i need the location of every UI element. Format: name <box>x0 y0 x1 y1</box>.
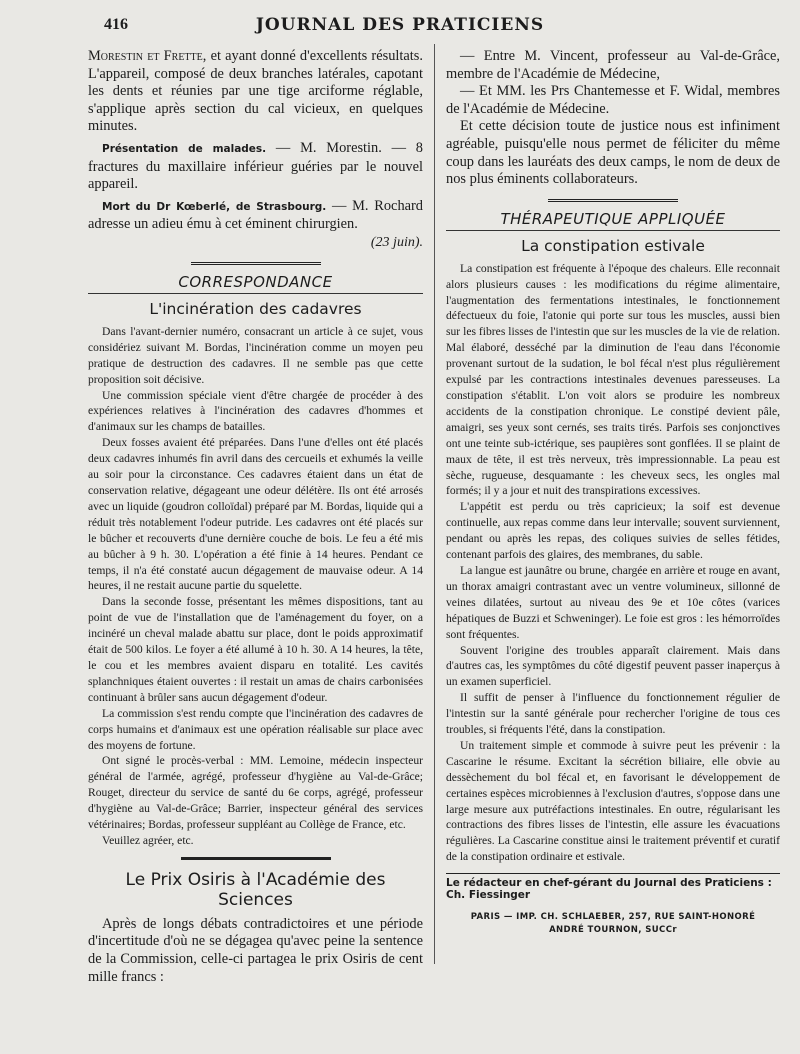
section-rule-osiris <box>181 857 331 860</box>
printer-imprint <box>446 911 780 937</box>
presentation-paragraph <box>88 140 423 194</box>
section-rule <box>548 199 678 204</box>
paragraph: Souvent l'origine des troubles apparaît clairement. Mais dans d'autres cas, les symptômes du côté digestif peuvent passer inaperçus à un examen superficiel. <box>446 643 780 689</box>
section-underline <box>446 230 780 231</box>
section-title-correspondance: CORRESPONDANCE <box>178 272 333 291</box>
osiris-continuation-2: — Et MM. les Prs Chantemesse et F. Widal, membres de l'Académie de Médecine. <box>446 83 780 117</box>
osiris-continuation-1: — Entre M. Vincent, professeur au Val-de-Grâce, membre de l'Académie de Médecine, <box>446 48 780 82</box>
date-signed: (23 juin). <box>370 234 423 250</box>
article-title-incineration: L'incinération des cadavres <box>149 299 362 318</box>
editor-credit: Le rédacteur en chef-gérant du Journal des Praticiens : Ch. Fiessinger <box>446 873 780 901</box>
paragraph: Dans la seconde fosse, présentant les mêmes dispositions, tant au point de vue de l'installation que de l'aménagement du foyer, on a incinéré un cheval malade abattu sur place, dont le poids approximatif était de 500 kilos. Le foyer a été allumé à 10 h. 30. A 14 heures, la tête, le cou et les membres avaient disparu en totalité. Les cavités splanchniques étaient ouvertes : il restait un amas de chairs carbonisées continuant à brûler sans aucun dégagement d'odeur. <box>88 595 423 704</box>
printer-line-1: PARIS — IMP. CH. SCHLAEBER, 257, RUE SAINT-HONORÉ <box>470 912 756 923</box>
paragraph: Il suffit de penser à l'influence du fonctionnement régulier de l'intestin sur la santé générale pour rechercher l'origine de tous ces troubles, si fréquents l'été, dans la constipation. <box>446 691 780 737</box>
section-title-therapeutique: THÉRAPEUTIQUE APPLIQUÉE <box>500 209 726 228</box>
paragraph: Deux fosses avaient été préparées. Dans l'une d'elles ont été placés deux cadavres inhumés fin avril dans des cercueils et exhumés la veille au soir pour la circonstance. Ces cadavres étaient dans un état de conservation relative, dégageant une odeur délétère. Ils ont été arrosés avec un liquide (goudron colloïdal) préparé par M. Bordas, liquide qui a réduit très notablement l'odeur putride. Les cadavres ont été placés sur le bûcher et recouverts d'une dernière couche de bois. Le feu a été mis au bûcher à 9 h. 30. L'opération a été finie à 14 heures. Pendant ce temps, il n'a été constaté aucun dégagement de mauvaise odeur. A 14 heures, il ne restait aucune partie du squelette. <box>88 436 423 593</box>
article-title-osiris: Le Prix Osiris à l'Académie des Sciences <box>125 869 386 910</box>
paragraph: La constipation est fréquente à l'époque des chaleurs. Elle reconnait alors plusieurs causes : les modifications du régime alimentaire, l'augmentation des fermentations intestinales, le fonctionnement défectueux du foie, l'atonie qui porte sur tous les muscles, aussi bien sur les fibres lisses de l'intestin que sur les muscles de la vie de relation. Mal élaboré, desséché par la diminution de l'eau dans l'économie provenant surtout de la sudation, le bol fécal n'est plus régulièrement expulsé par les contractions intestinales devenues paresseuses. La constipation s'établit. L'on voit alors se produire les nombreux accidents de la constipation chronique. Le constipé devient pâle, amaigri, ses yeux sont cernés, ses traits tirés. Parfois ses conjonctives ont une teinte sub-ictérique, ses paupières sont gonflées. Il se plaint de maux de tête, il est très nerveux, très impressionnable. La peau est sèche, rugueuse, desquamante : les cheveux secs, les ongles mal formés; il y a jour et nuit des transpirations excessives. <box>446 261 780 498</box>
paragraph: La commission s'est rendu compte que l'incinération des cadavres de corps humains et d'animaux est une opération réalisable sur place avec des moyens de fortune. <box>88 706 423 752</box>
presentation-text: — M. Morestin. — 8 fractures du maxillaire inférieur guéries par le nouvel appareil. <box>88 139 423 193</box>
paragraph: L'appétit est perdu ou très capricieux; la soif est devenue continuelle, aux repas comme dans leur intervalle; souvent surviennent, pendant ou après les repas, des coliques suivies de selles fétides, contenant parfois des glaires, des membranes, du sable. <box>446 500 780 562</box>
section-rule <box>191 262 321 267</box>
paragraph: Veuillez agréer, etc. <box>102 833 194 847</box>
left-column <box>88 48 423 986</box>
mort-paragraph <box>88 198 423 234</box>
paragraph: Dans l'avant-dernier numéro, consacrant un article à ce sujet, vous considériez suivant M. Bordas, l'incinération comme un moyen peu pratique de destruction des cadavres. Il ne semble pas que cette proposition soit décisive. <box>88 324 423 386</box>
page-number: 416 <box>104 16 128 33</box>
printer-line-2: ANDRÉ TOURNON, SUCCr <box>549 925 677 936</box>
page-header <box>0 0 800 48</box>
intro-text: et ayant donné d'excellents résultats. L'appareil, composé de deux branches latérales, capotant les dents et réunies par une tige arciforme réglable, s'applique après section du cal vicieux, en quelques minutes. <box>88 48 423 135</box>
paragraph: Ont signé le procès-verbal : MM. Lemoine, médecin inspecteur général de l'armée, agrégé, professeur d'hygiène au Val-de-Grâce; Rouget, directeur du service de santé du 6e corps, agrégé, professeur d'hygiène au Val-de-Grâce; Barrier, inspecteur général des services vétérinaires; Bordas, professeur suppléant au Collège de France, etc. <box>88 754 423 832</box>
journal-title: JOURNAL DES PRATICIENS <box>255 15 545 35</box>
column-divider <box>434 44 435 964</box>
osiris-continuation-3: Et cette décision toute de justice nous est infiniment agréable, puisqu'elle nous permet de féliciter du même coup dans les lauréats des deux camps, le nom de deux de nos plus éminents collaborateurs. <box>446 118 780 188</box>
paragraph: Une commission spéciale vient d'être chargée de procéder à des expériences relatives à l'incinération des cadavres d'hommes et d'animaux sur les champs de batailles. <box>88 388 423 434</box>
article-title-constipation: La constipation estivale <box>521 236 705 255</box>
paragraph: La langue est jaunâtre ou brune, chargée en arrière et rouge en avant, un thorax amaigri contrastant avec un ventre volumineux, sillonné de veines dilatées, surtout au niveau des 9e et 10e côtes (varices hépatiques de Buzzi et Schweninger). Le foie est gros : les hémorroïdes sont fréquentes. <box>446 563 780 641</box>
presentation-label: Présentation de malades. <box>102 142 267 155</box>
intro-paragraph <box>88 48 423 136</box>
right-column <box>446 48 780 937</box>
mort-text: — M. Rochard adresse un adieu ému à cet éminent chirurgien. <box>88 197 424 233</box>
paragraph: Un traitement simple et commode à suivre peut les prévenir : la Cascarine le résume. Excitant la sécrétion biliaire, elle obvie au dessèchement du bol fécal et, en favorisant le développement de certaines espèces microbiennes à l'exclusion d'autres, s'oppose dans une large mesure aux putréfactions intestinales. En outre, régularisant les contractions des fibres lisses de l'intestin, elle assure les évacuations régulières. La Cascarine constitue ainsi le traitement préventif et curatif de la constipation ordinaire et estivale. <box>446 738 780 864</box>
mort-label: Mort du Dr Kœberlé, de Strasbourg. <box>102 200 327 213</box>
intro-names: Morestin et Frette, <box>88 48 207 64</box>
osiris-paragraph: Après de longs débats contradictoires et une période d'incertitude d'où ne se dégagea qu'avec peine la sentence de la Commission, celle-ci partagea le prix Osiris de cent mille francs : <box>88 915 423 985</box>
section-underline <box>88 293 423 294</box>
